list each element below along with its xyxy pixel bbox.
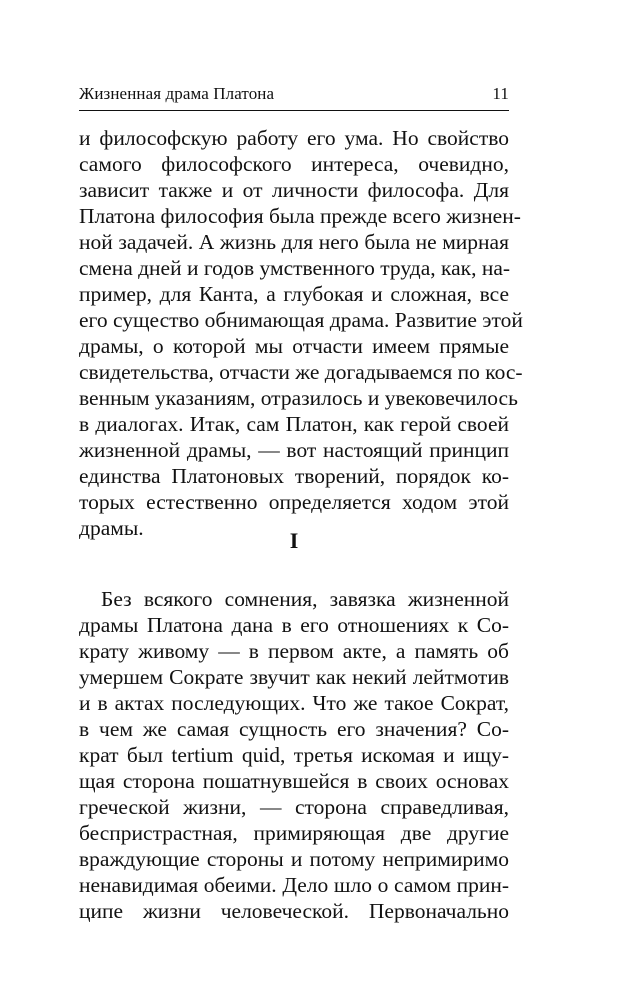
text-line: ной задачей. А жизнь для него была не мирная bbox=[79, 230, 509, 254]
text-line: ципе жизни человеческой. Первоначально bbox=[79, 899, 509, 923]
text-line: ненавидимая обеими. Дело шло о самом прин- bbox=[79, 873, 509, 897]
text-line: беспристрастная, примиряющая две другие bbox=[79, 821, 509, 845]
text-line: и философскую работу его ума. Но свойство bbox=[79, 126, 509, 150]
text-line: драмы, о которой мы отчасти имеем прямые bbox=[79, 334, 509, 358]
text-line: щая сторона пошатнувшейся в своих основах bbox=[79, 769, 509, 793]
text-line: умершем Сократе звучит как некий лейтмотив bbox=[79, 665, 509, 689]
text-line: венным указаниям, отразилось и увековечилось bbox=[79, 386, 518, 410]
text-line: Платона философия была прежде всего жизнен- bbox=[79, 204, 521, 228]
text-line: драмы Платона дана в его отношениях к Со- bbox=[79, 613, 509, 637]
text-line: в чем же самая сущность его значения? Со- bbox=[79, 717, 509, 741]
page-number: 11 bbox=[492, 84, 509, 103]
text-line: крат был tertium quid, третья искомая и ищу- bbox=[79, 743, 509, 767]
text-line: крату живому — в первом акте, а память об bbox=[79, 639, 509, 663]
header-rule bbox=[79, 110, 509, 111]
running-head-title: Жизненная драма Платона bbox=[79, 84, 275, 103]
text-line: драмы. bbox=[79, 516, 144, 540]
text-line: торых естественно определяется ходом этой bbox=[79, 490, 509, 514]
text-line: смена дней и годов умственного труда, как, на- bbox=[79, 256, 511, 280]
text-line: зависит также и от личности философа. Для bbox=[79, 178, 509, 202]
text-line: пример, для Канта, а глубокая и сложная, все bbox=[79, 282, 509, 306]
text-line: его существо обнимающая драма. Развитие этой bbox=[79, 308, 523, 332]
text-line: свидетельства, отчасти же догадываемся по кос- bbox=[79, 360, 523, 384]
text-line: жизненной драмы, — вот настоящий принцип bbox=[79, 438, 509, 462]
text-line: враждующие стороны и потому непримиримо bbox=[79, 847, 509, 871]
section-heading: I bbox=[289, 528, 299, 553]
text-line: самого философского интереса, очевидно, bbox=[79, 152, 509, 176]
text-line: и в актах последующих. Что же такое Сократ, bbox=[79, 691, 509, 715]
text-line: греческой жизни, — сторона справедливая, bbox=[79, 795, 509, 819]
text-line: Без всякого сомнения, завязка жизненной bbox=[101, 587, 509, 611]
text-line: единства Платоновых творений, порядок ко- bbox=[79, 464, 509, 488]
text-line: в диалогах. Итак, сам Платон, как герой своей bbox=[79, 412, 509, 436]
running-head bbox=[79, 84, 509, 104]
